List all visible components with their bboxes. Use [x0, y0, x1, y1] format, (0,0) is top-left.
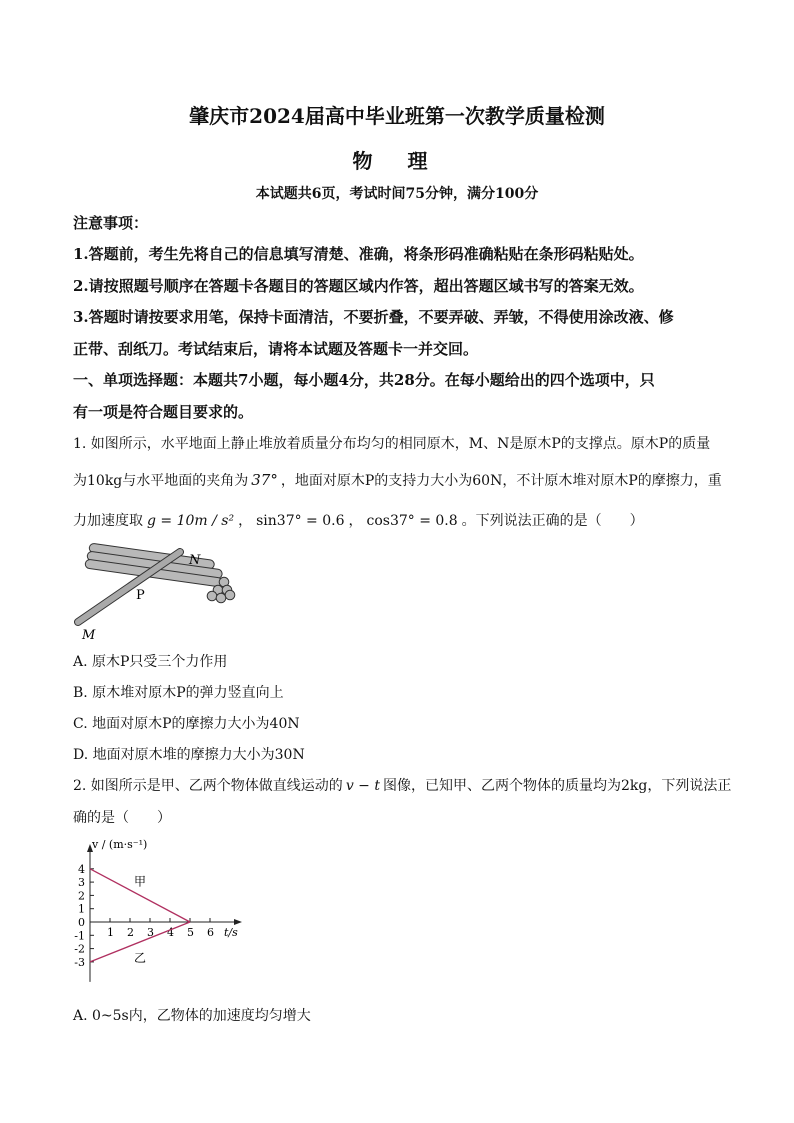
- q1-comma-2: ，: [348, 513, 363, 529]
- q1-cos: cos37° = 0.8: [366, 513, 458, 529]
- x-axis-label: t/s: [224, 926, 238, 939]
- notice-item-1: 1.答题前，考生先将自己的信息填写清楚、准确，将条形码准确粘贴在条形码粘贴处。: [73, 245, 644, 263]
- q1-comma-1: ，: [238, 513, 253, 529]
- x-tick-label-4: 4: [167, 926, 174, 939]
- q2-vt: v − t: [345, 778, 380, 794]
- x-tick-label-5: 5: [187, 926, 194, 939]
- y-tick-label-1: 1: [78, 902, 85, 916]
- q1-option-d: D. 地面对原木堆的摩擦力大小为30N: [73, 747, 305, 763]
- q2-line1-b: 图像，已知甲、乙两个物体的质量均为2kg，下列说法正: [382, 778, 732, 794]
- page-title: 肇庆市2024届高中毕业班第一次教学质量检测: [189, 104, 605, 128]
- log-end-6: [225, 590, 235, 600]
- x-tick-label-6: 6: [207, 926, 214, 939]
- q1-g-value: g = 10m / s²: [147, 513, 235, 529]
- y-tick-label--1: -1: [74, 929, 85, 943]
- log-pile: [85, 543, 235, 603]
- q1-line2-a: 为10kg与水平地面的夹角为: [73, 473, 249, 489]
- q1-line3: [73, 510, 644, 530]
- notice-heading: 注意事项：: [73, 214, 149, 232]
- q1-option-c: C. 地面对原木P的摩擦力大小为40N: [73, 716, 300, 732]
- y-tick-label--3: -3: [74, 955, 85, 969]
- label-m: M: [82, 628, 96, 642]
- y-axis-label: v / (m·s⁻¹): [92, 838, 148, 851]
- y-tick-label-3: 3: [78, 876, 85, 890]
- log-end-5: [216, 593, 226, 603]
- exam-meta: 本试题共6页，考试时间75分钟，满分100分: [255, 186, 539, 202]
- notice-item-2: 2.请按照题号顺序在答题卡各题目的答题区域内作答，超出答题区域书写的答案无效。: [73, 277, 644, 295]
- q1-angle: 37°: [251, 471, 278, 489]
- q2-option-a: A. 0~5s内，乙物体的加速度均匀增大: [73, 1008, 311, 1024]
- q2-line2: 确的是（ ）: [73, 810, 171, 826]
- q1-line3-a: 力加速度取: [73, 513, 143, 529]
- series-label-1: 甲: [134, 874, 147, 889]
- x-tick-label-3: 3: [147, 926, 154, 939]
- x-tick-label-1: 1: [107, 926, 114, 939]
- q1-line3-b: 。下列说法正确的是（ ）: [461, 513, 644, 529]
- x-tick-label-2: 2: [127, 926, 134, 939]
- series-label-2: 乙: [134, 950, 147, 965]
- notice-item-3: 3.答题时请按要求用笔，保持卡面清洁，不要折叠，不要弄破、弄皱，不得使用涂改液、修: [73, 308, 674, 326]
- label-p: P: [136, 588, 145, 603]
- y-tick-label--2: -2: [74, 942, 85, 956]
- q1-option-a: A. 原木P只受三个力作用: [73, 654, 228, 670]
- y-tick-label-2: 2: [78, 889, 85, 903]
- notice-item-3-cont: 正带、刮纸刀。考试结束后，请将本试题及答题卡一并交回。: [73, 340, 479, 358]
- q2-vt-chart: [60, 836, 250, 986]
- y-tick-label-0: 0: [78, 916, 85, 929]
- q1-line2: [73, 470, 722, 490]
- y-tick-label-4: 4: [78, 862, 85, 876]
- label-n: N: [189, 553, 201, 568]
- x-axis-arrow: [234, 919, 242, 925]
- q1-option-b: B. 原木堆对原木P的弹力竖直向上: [73, 685, 284, 701]
- section-heading-line2: 有一项是符合题目要求的。: [73, 403, 254, 421]
- q1-log-pile-figure: [72, 540, 242, 642]
- section-heading-line1: 一、单项选择题：本题共7小题，每小题4分，共28分。在每小题给出的四个选项中，只: [73, 371, 655, 389]
- q1-sin: sin37° = 0.6: [256, 513, 345, 529]
- log-end-4: [207, 591, 217, 601]
- q1-line1: 1. 如图所示，水平地面上静止堆放着质量分布均匀的相同原木，M、N是原木P的支撑点。原木P的质量: [73, 436, 711, 452]
- subject-title: 物 理: [352, 149, 442, 173]
- q2-line1-a: 2. 如图所示是甲、乙两个物体做直线运动的: [73, 778, 343, 794]
- q2-line1: [73, 775, 731, 795]
- q1-line2-b: ，地面对原木P的支持力大小为60N，不计原木堆对原木P的摩擦力，重: [280, 473, 722, 489]
